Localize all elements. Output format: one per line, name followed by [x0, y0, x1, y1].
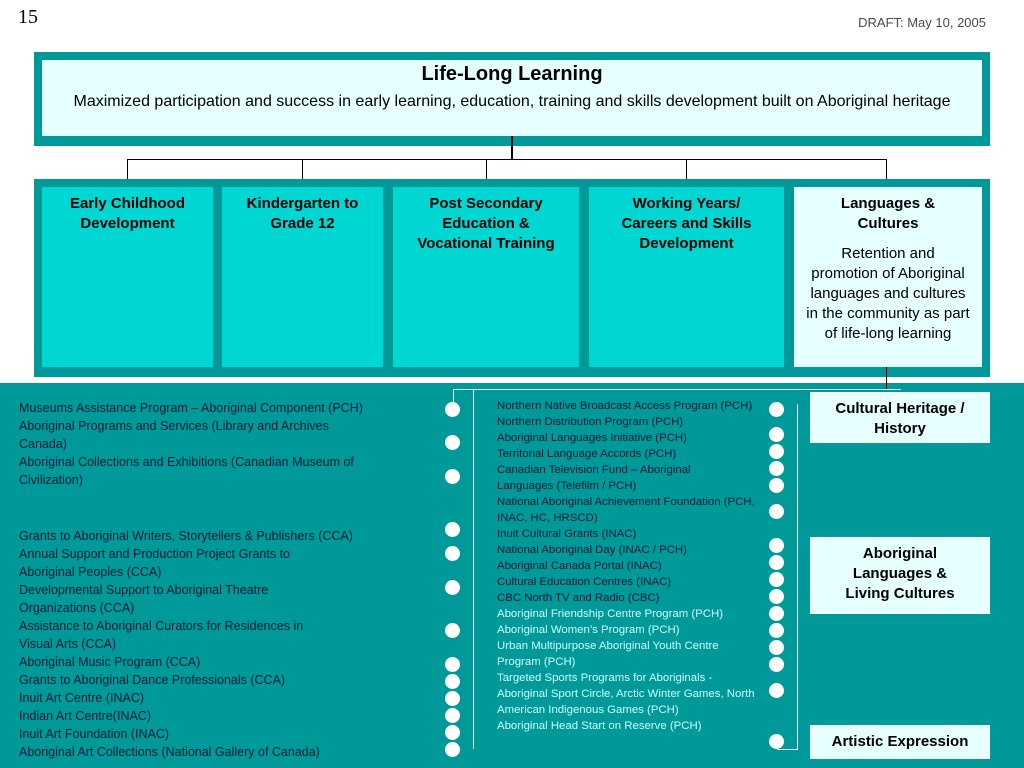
bullet-dot — [769, 555, 784, 570]
program-item: Grants to Aboriginal Writers, Storytellers & Publishers (CCA) — [19, 529, 353, 543]
bullet-dot — [769, 734, 784, 749]
program-item-highlighted: Targeted Sports Programs for Aboriginals - Aboriginal Sport Circle, Arctic Winter Games, North American Indigenous Games (PCH) — [497, 672, 755, 716]
bullet-dot — [769, 478, 784, 493]
middle-programs — [497, 398, 759, 734]
bullet-dot — [769, 589, 784, 604]
category-label: Aboriginal Languages & Living Cultures — [845, 545, 955, 602]
life-long-learning-subtitle: Maximized participation and success in early learning, education, training and skills development built on Aboriginal heritage — [73, 93, 951, 110]
category-cultural-heritage — [810, 392, 990, 443]
pillar-kindergarten — [222, 187, 383, 367]
bullet-dot — [445, 546, 460, 561]
bullet-dot — [445, 742, 460, 757]
draft-label: DRAFT: May 10, 2005 — [858, 15, 986, 30]
category-languages-living-cultures — [810, 537, 990, 614]
bracket-mid-line — [473, 389, 474, 749]
bracket-top-line — [453, 389, 901, 390]
pillar-working-years — [589, 187, 784, 367]
program-item-highlighted: Aboriginal Friendship Centre Program (PCH) — [497, 608, 723, 620]
pillar-early-childhood — [42, 187, 213, 367]
bracket-right-line — [797, 404, 798, 750]
pillar-drop-line — [886, 367, 887, 389]
program-item: Aboriginal Languages Initiative (PCH) — [497, 432, 687, 444]
program-item: Northern Native Broadcast Access Program (PCH) — [497, 400, 753, 412]
program-item: Cultural Education Centres (INAC) — [497, 576, 672, 588]
bullet-dot — [445, 725, 460, 740]
category-artistic-expression — [810, 725, 990, 759]
program-item: Aboriginal Music Program (CCA) — [19, 655, 201, 669]
bullet-dot — [769, 444, 784, 459]
program-item: National Aboriginal Day (INAC / PCH) — [497, 544, 687, 556]
program-item: Grants to Aboriginal Dance Professionals (CCA) — [19, 673, 286, 687]
program-item: Aboriginal Collections and Exhibitions (Canadian Museum of Civilization) — [19, 455, 354, 487]
bullet-dot — [769, 402, 784, 417]
program-item: Aboriginal Programs and Services (Library and Archives Canada) — [19, 419, 329, 451]
bullet-dot — [769, 657, 784, 672]
program-item: Canadian Television Fund – Aboriginal Languages (Telefilm / PCH) — [497, 464, 691, 492]
bullet-dot — [445, 402, 460, 417]
program-item: Territorial Language Accords (PCH) — [497, 448, 677, 460]
bullet-dot — [769, 623, 784, 638]
bullet-dot — [445, 623, 460, 638]
program-item: Inuit Art Centre (INAC) — [19, 691, 145, 705]
program-item: Developmental Support to Aboriginal Theatre Organizations (CCA) — [19, 583, 269, 615]
bullet-dot — [445, 435, 460, 450]
program-item: Museums Assistance Program – Aboriginal Component (PCH) — [19, 401, 363, 415]
tree-branch — [127, 159, 887, 160]
tree-trunk — [511, 136, 513, 160]
program-item: Aboriginal Canada Portal (INAC) — [497, 560, 662, 572]
slide-number: 15 — [18, 6, 38, 28]
bullet-dot — [445, 580, 460, 595]
bullet-dot — [769, 427, 784, 442]
bullet-dot — [445, 674, 460, 689]
program-item: CBC North TV and Radio (CBC) — [497, 592, 660, 604]
bullet-dot — [769, 572, 784, 587]
category-label: Artistic Expression — [831, 733, 969, 750]
bracket-bottom-line — [777, 749, 797, 750]
bullet-dot — [769, 640, 784, 655]
program-item: Inuit Cultural Grants (INAC) — [497, 528, 637, 540]
pillar-label: Languages & Cultures — [840, 195, 936, 232]
pillar-label: Working Years/ Careers and Skills Development — [621, 195, 752, 252]
program-item: Inuit Art Foundation (INAC) — [19, 727, 170, 741]
left-programs-group-2 — [19, 527, 404, 761]
program-item: Northern Distribution Program (PCH) — [497, 416, 684, 428]
program-item: Aboriginal Art Collections (National Gallery of Canada) — [19, 745, 320, 759]
program-item-highlighted: Aboriginal Head Start on Reserve (PCH) — [497, 720, 702, 732]
bullet-dot — [769, 504, 784, 519]
bullet-dot — [445, 522, 460, 537]
left-programs-group-1 — [19, 399, 379, 489]
pillar-description: Retention and promotion of Aboriginal languages and cultures in the community as part of life-long learning — [806, 245, 970, 342]
program-item-highlighted: Urban Multipurpose Aboriginal Youth Centre Program (PCH) — [497, 640, 719, 668]
category-label: Cultural Heritage / History — [835, 400, 965, 437]
bullet-dot — [445, 691, 460, 706]
life-long-learning-title: Life-Long Learning — [421, 63, 603, 85]
pillar-post-secondary — [393, 187, 579, 367]
bullet-dot — [769, 606, 784, 621]
bullet-dot — [769, 683, 784, 698]
program-item: Annual Support and Production Project Grants to Aboriginal Peoples (CCA) — [19, 547, 290, 579]
pillar-label: Post Secondary Education & Vocational Training — [417, 195, 555, 252]
program-item: Indian Art Centre(INAC) — [19, 709, 151, 723]
program-item: National Aboriginal Achievement Foundation (PCH, INAC, HC, HRSCD) — [497, 496, 755, 524]
program-item: Assistance to Aboriginal Curators for Residences in Visual Arts (CCA) — [19, 619, 304, 651]
bullet-dot — [445, 708, 460, 723]
pillar-languages-cultures — [794, 187, 982, 367]
pillar-label: Kindergarten to Grade 12 — [246, 195, 359, 232]
pillar-label: Early Childhood Development — [69, 195, 185, 232]
life-long-learning-box — [42, 60, 982, 136]
program-item-highlighted: Aboriginal Women’s Program (PCH) — [497, 624, 680, 636]
bullet-dot — [769, 538, 784, 553]
bullet-dot — [445, 657, 460, 672]
bullet-dot — [769, 461, 784, 476]
bullet-dot — [445, 469, 460, 484]
